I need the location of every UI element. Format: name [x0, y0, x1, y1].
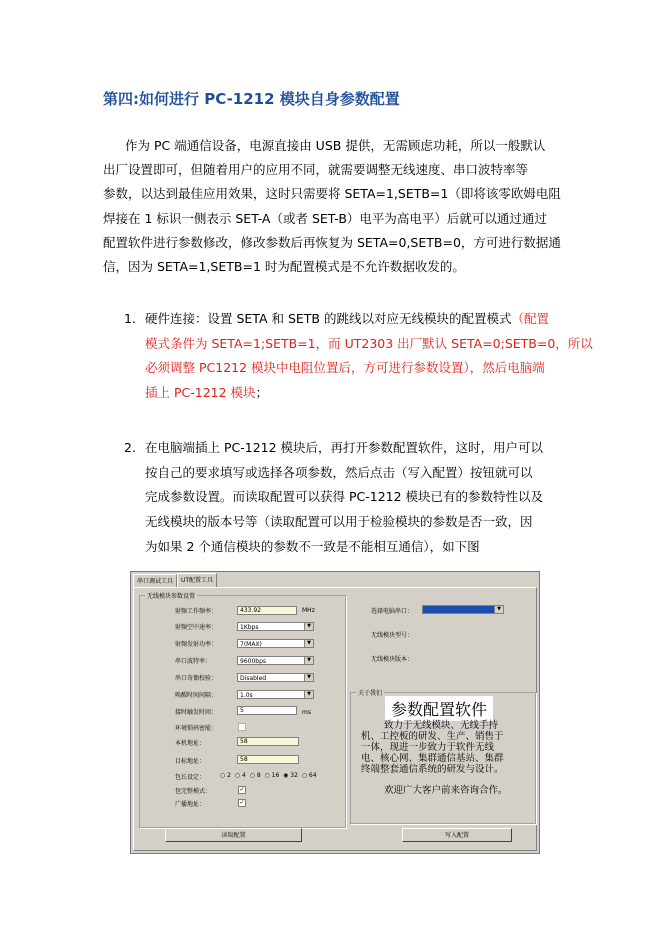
- radio-label: 8: [256, 772, 261, 779]
- radio-option[interactable]: ○ 64: [301, 772, 317, 779]
- local-addr-input[interactable]: 58: [237, 737, 299, 746]
- config-app-window: [130, 571, 540, 854]
- about-footer: 欢迎广大客户前来咨询合作。: [384, 785, 508, 796]
- item1-line: [145, 381, 268, 405]
- tab-serial-debug[interactable]: 串口调试工具: [133, 574, 177, 588]
- item2-line: 无线模块的版本号等（读取配置可以用于检验模块的参数是否一致，因: [145, 514, 533, 529]
- air-rate-value: 1Kbps: [240, 624, 259, 631]
- tx-power-value: 7(MAX): [240, 641, 262, 648]
- about-title: 参数配置软件: [385, 696, 493, 721]
- item1-red-text: 模式条件为 SETA=1;SETB=1，而 UT2303 出厂默认 SETA=0;SETB=0，所以: [145, 336, 593, 351]
- complete-checkbox[interactable]: ✓: [239, 786, 245, 793]
- intro-line: 作为 PC 端通信设备，电源直接由 USB 提供，无需顾虑功耗，所以一般默认: [125, 138, 546, 153]
- delay-label: 接时触发时间：: [175, 709, 218, 716]
- packet-label: 包长设定：: [175, 774, 206, 781]
- dropdown-arrow-icon: ▼: [304, 657, 313, 664]
- about-line: 机、工控板的研发、生产、销售于: [361, 731, 504, 742]
- local-addr-label: 本机地址：: [175, 740, 206, 747]
- target-addr-input[interactable]: 58: [237, 755, 299, 764]
- dropdown-arrow-icon: ▼: [494, 606, 503, 613]
- radio-label: 4: [241, 772, 246, 779]
- item1-red-text: 插上 PC-1212 模块: [145, 385, 256, 400]
- air-rate-label: 射频空中速率：: [175, 624, 218, 631]
- radio-option[interactable]: ○ 4: [234, 772, 246, 779]
- complete-label: 包完整模式：: [175, 788, 212, 795]
- item2-line: 在电脑端插上 PC-1212 模块后，再打开参数配置软件，这时，用户可以: [145, 440, 544, 455]
- delay-unit: ms: [302, 709, 311, 716]
- parity-select[interactable]: [237, 673, 314, 682]
- about-line: 电、核心网、集群通信基站、集群: [361, 753, 504, 764]
- about-line: 一体，现进一步致力于软件无线: [361, 742, 495, 753]
- radio-label: 64: [308, 772, 317, 779]
- packet-radio-group: [220, 772, 317, 779]
- wake-label: 唤醒时间间隔：: [175, 692, 218, 699]
- dropdown-arrow-icon: ▼: [304, 691, 313, 698]
- wake-select[interactable]: [237, 690, 314, 699]
- section-heading: 第四:如何进行 PC-1212 模块自身参数配置: [103, 90, 400, 108]
- item1-red-text: （配置: [511, 311, 550, 326]
- item1-text: ；: [255, 385, 269, 400]
- dropdown-arrow-icon: ▼: [304, 674, 313, 681]
- baud-label: 串口波特率：: [175, 658, 212, 665]
- lock-checkbox[interactable]: [238, 723, 246, 731]
- parity-label: 串口奇偶校验：: [175, 675, 218, 682]
- dropdown-arrow-icon: ▼: [304, 640, 313, 647]
- item2-line: 完成参数设置。而读取配置可以获得 PC-1212 模块已有的参数特性以及: [145, 489, 544, 504]
- version-label: 无线模块版本：: [371, 656, 414, 663]
- broadcast-label: 广播地址：: [175, 801, 206, 808]
- about-line: 终端整套通信系统的研发与设计。: [361, 764, 504, 775]
- lock-label: 环境锁码密能：: [175, 725, 218, 732]
- module-params-group: [139, 595, 346, 828]
- model-label: 无线模块型号：: [371, 632, 414, 639]
- radio-label: 32: [290, 772, 298, 779]
- intro-line: 配置软件进行参数修改，修改参数后再恢复为 SETA=0,SETB=0，方可进行数据通: [103, 235, 561, 250]
- air-rate-select[interactable]: [237, 622, 314, 631]
- intro-line: 出厂设置即可，但随着用户的应用不同，就需要调整无线速度、串口波特率等: [103, 162, 529, 177]
- intro-line: 焊接在 1 标识一侧表示 SET-A（或者 SET-B）电平为高电平）后就可以通过通过: [103, 211, 547, 226]
- freq-label: 射频工作频率：: [175, 608, 218, 615]
- radio-option[interactable]: ○ 2: [220, 772, 231, 779]
- radio-label: 2: [227, 772, 231, 779]
- item2-line: 按自己的要求填写或选择各项参数，然后点击（写入配置）按钮就可以: [145, 465, 533, 480]
- freq-input[interactable]: 433.92: [237, 606, 297, 615]
- radio-label: 16: [271, 772, 280, 779]
- item1-line: [145, 307, 549, 331]
- tx-power-select[interactable]: [237, 639, 314, 648]
- item2-line: 为如果 2 个通信模块的参数不一致是不能相互通信），如下图: [145, 539, 480, 554]
- target-addr-label: 目标地址：: [175, 758, 206, 765]
- tab-ut-config[interactable]: UT配置工具: [177, 573, 217, 588]
- intro-line: 信，因为 SETA=1,SETB=1 时为配置模式是不允许数据收发的。: [103, 259, 465, 274]
- freq-unit: MHz: [302, 607, 315, 614]
- parity-value: Disabled: [240, 675, 267, 682]
- baud-value: 9600bps: [240, 658, 267, 665]
- dropdown-arrow-icon: ▼: [304, 623, 313, 630]
- tx-power-label: 射频发射功率：: [175, 641, 218, 648]
- item1-text: 硬件连接：设置 SETA 和 SETB 的跳线以对应无线模块的配置模式: [145, 311, 512, 326]
- list-number: 2.: [124, 440, 136, 455]
- about-group: [350, 692, 536, 824]
- wake-value: 1.0s: [240, 692, 253, 699]
- radio-option[interactable]: ○ 8: [249, 772, 261, 779]
- com-label: 选择电脑串口：: [371, 608, 414, 615]
- about-line: 致力于无线模块、无线手持: [384, 720, 499, 731]
- tab-panel: [133, 587, 537, 851]
- com-select[interactable]: [422, 605, 504, 614]
- group-title: 无线模块参数设置: [147, 593, 196, 600]
- list-number: 1.: [124, 311, 136, 326]
- delay-input[interactable]: 5: [237, 706, 297, 715]
- broadcast-checkbox[interactable]: ✓: [239, 799, 245, 806]
- intro-line: 参数，以达到最佳应用效果，这时只需要将 SETA=1,SETB=1（即将该零欧姆电阻: [103, 186, 561, 201]
- read-config-button[interactable]: 读取配置: [165, 828, 302, 842]
- radio-option-selected[interactable]: ◉ 32: [283, 772, 298, 779]
- write-config-button[interactable]: 写入配置: [402, 828, 512, 842]
- radio-option[interactable]: ○ 16: [264, 772, 280, 779]
- about-group-title: 关于我们: [358, 690, 383, 697]
- baud-select[interactable]: [237, 656, 314, 665]
- item1-red-text: 必须调整 PC1212 模块中电阻位置后，方可进行参数设置），然后电脑端: [145, 360, 545, 375]
